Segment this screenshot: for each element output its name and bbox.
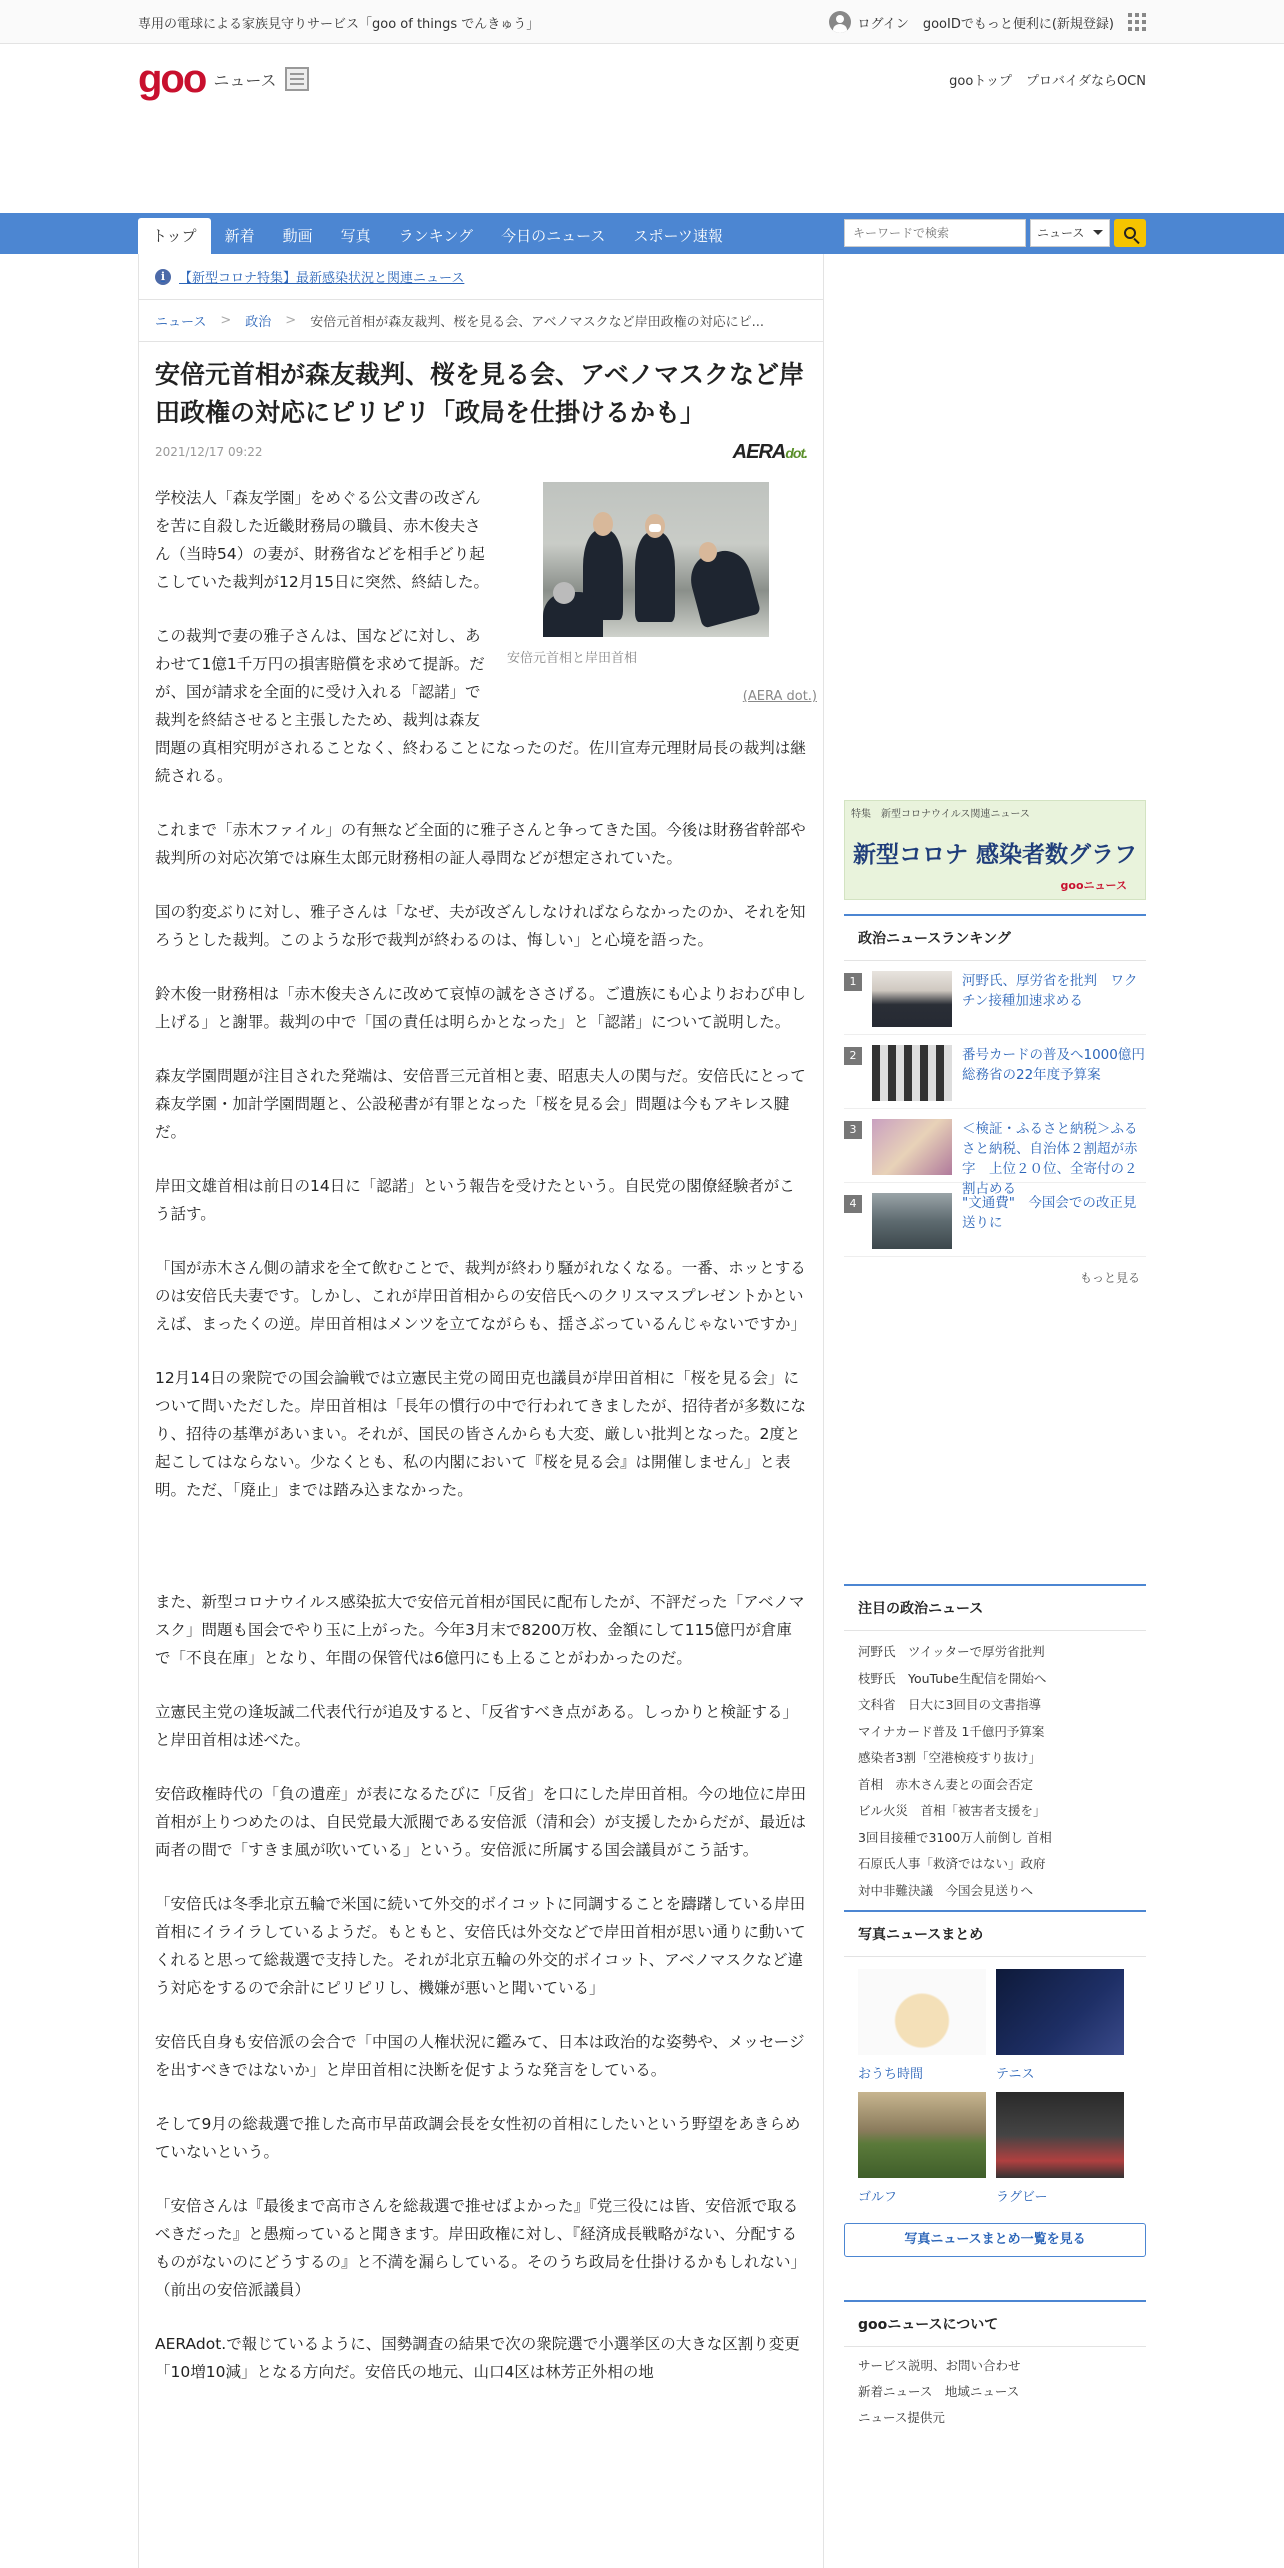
rank-number: 1 bbox=[844, 973, 862, 991]
login-link[interactable]: ログイン bbox=[857, 16, 909, 32]
tab-top[interactable]: トップ bbox=[138, 218, 211, 254]
ranking-link[interactable]: 河野氏、厚労省を批判 ワクチン接種加速求める bbox=[962, 973, 1138, 1009]
about-link[interactable]: サービス説明、お問い合わせ bbox=[858, 2358, 1021, 2373]
photo-item[interactable] bbox=[858, 1969, 986, 2082]
main-column bbox=[138, 254, 824, 2568]
featured-link[interactable]: 対中非難決議 今国会見送りへ bbox=[858, 1882, 1034, 1898]
ranking-title: 政治ニュースランキング bbox=[844, 914, 1146, 961]
about-link[interactable]: ニュース提供元 bbox=[858, 2410, 945, 2425]
article-paragraph: 立憲民主党の逢坂誠二代表代行が追及すると、「反省すべき点がある。しっかりと検証する」と岸田首相は述べた。 bbox=[155, 1703, 798, 1749]
covid-notice[interactable] bbox=[139, 254, 823, 300]
featured-link[interactable]: ビル火災 首相「被害者支援を」 bbox=[858, 1803, 1046, 1818]
featured-link[interactable]: マイナカード普及 1千億円予算案 bbox=[858, 1723, 1045, 1739]
tab-video[interactable]: 動画 bbox=[282, 227, 313, 245]
featured-title: 注目の政治ニュース bbox=[844, 1584, 1146, 1631]
site-logo[interactable] bbox=[138, 57, 309, 102]
photo-item[interactable] bbox=[858, 2092, 986, 2205]
ranking-thumbnail bbox=[872, 971, 952, 1027]
photo-label: おうち時間 bbox=[858, 2067, 924, 2082]
goo-top-link[interactable]: gooトップ bbox=[949, 73, 1012, 89]
covid-graph-banner[interactable] bbox=[844, 800, 1146, 900]
featured-link[interactable]: 河野氏 ツイッターで厚労省批判 bbox=[858, 1644, 1045, 1659]
user-icon bbox=[829, 11, 851, 33]
article-paragraph: 「安倍さんは『最後まで高市さんを総裁選で推せばよかった』『党三役には皆、安倍派で取るべきだった』と愚痴っていると聞きます。岸田政権に対し、『経済成長戦略がない、分配するものがないのにどうするの』と不満を漏らしている。そのうち政局を仕掛けるかもしれない」（前出の安倍派議員） bbox=[155, 2197, 807, 2299]
photo-thumbnail bbox=[858, 2092, 986, 2178]
ranking-link[interactable]: ＜検証・ふるさと納税＞ふるさと納税、自治体２割超が赤字 上位２０位、全寄付の２割占める bbox=[962, 1121, 1138, 1197]
search-icon bbox=[1124, 227, 1136, 239]
article-date: 2021/12/17 09:22 bbox=[155, 445, 263, 459]
info-icon: i bbox=[155, 269, 171, 285]
source-logo[interactable]: AERAdot. bbox=[732, 440, 807, 463]
featured-link[interactable]: 枝野氏 YouTube生配信を開始へ bbox=[858, 1670, 1047, 1686]
featured-politics bbox=[844, 1584, 1146, 1904]
about-title: gooニュースについて bbox=[844, 2300, 1146, 2347]
photos-title: 写真ニュースまとめ bbox=[844, 1910, 1146, 1957]
article-photo[interactable] bbox=[543, 482, 769, 637]
photo-credit[interactable]: (AERA dot.) bbox=[742, 689, 817, 704]
article bbox=[139, 356, 823, 2386]
about-link[interactable]: 新着ニュース 地域ニュース bbox=[858, 2384, 1020, 2399]
article-figure bbox=[507, 482, 817, 711]
tab-sports[interactable]: スポーツ速報 bbox=[633, 227, 723, 245]
article-paragraph: 「安倍氏は冬季北京五輪で米国に続いて外交的ボイコットに同調することを躊躇している岸田首相にイライラしているようだ。もともと、安倍氏は外交などで岸田首相が思い通りに動いてくれると思って総裁選で支持した。それが北京五輪の外交的ボイコット、アベノマスクなど違う対応をするので余計にピリピリし、機嫌が悪いと聞いている」 bbox=[155, 1895, 806, 1997]
banner-logo: gooニュース bbox=[1060, 879, 1127, 892]
article-paragraph: 学校法人「森友学園」をめぐる公文書の改ざんを苦に自殺した近畿財務局の職員、赤木俊夫さん（当時54）の妻が、財務省などを相手どり起こしていた裁判が12月15日に突然、終結した。 bbox=[155, 489, 489, 591]
featured-link[interactable]: 感染者3割「空港検疫すり抜け」 bbox=[858, 1750, 1041, 1765]
politics-ranking bbox=[844, 914, 1159, 1298]
ranking-link[interactable]: "文通費" 今国会での改正見送りに bbox=[962, 1195, 1137, 1231]
chevron-right-icon: > bbox=[220, 313, 232, 328]
ranking-thumbnail bbox=[872, 1119, 952, 1175]
site-header bbox=[0, 44, 1284, 214]
ranking-thumbnail bbox=[872, 1193, 952, 1249]
article-paragraph: 安倍氏自身も安倍派の会合で「中国の人権状況に鑑みて、日本は政治的な姿勢や、メッセージを出すべきではないか」と岸田首相に決断を促すような発言をしている。 bbox=[155, 2033, 805, 2079]
goo-logo: goo bbox=[138, 56, 206, 101]
article-paragraph: 12月14日の衆院での国会論戦では立憲民主党の岡田克也議員が岸田首相に「桜を見る会」について問いただした。岸田首相は「長年の慣行の中で行われてきましたが、招待者が多数になり、招待の基準があいまい。それが、国民の皆さんからも大変、厳しい批判となった。2度と起こしてはならない。少なくとも、私の内閣において『桜を見る会』は開催しません」と表明。ただ、「廃止」までは踏み込まなかった。 bbox=[155, 1369, 807, 1499]
tab-today[interactable]: 今日のニュース bbox=[501, 227, 606, 245]
ranking-item[interactable] bbox=[844, 1035, 1159, 1109]
main-nav bbox=[0, 213, 1284, 254]
article-paragraph: AERAdot.で報じているように、国勢調査の結果で次の衆院選で小選挙区の大きな区割り変更「10増10減」となる方向だ。安倍氏の地元、山口4区は林芳正外相の地 bbox=[155, 2335, 800, 2381]
photo-label: ゴルフ bbox=[858, 2190, 898, 2205]
tab-photo[interactable]: 写真 bbox=[340, 227, 371, 245]
tab-new[interactable]: 新着 bbox=[224, 227, 255, 245]
photo-item[interactable] bbox=[996, 1969, 1124, 2082]
register-link[interactable]: gooIDでもっと便利に(新規登録) bbox=[922, 16, 1114, 32]
article-title: 安倍元首相が森友裁判、桜を見る会、アベノマスクなど岸田政権の対応にピリピリ「政局を仕掛けるかも」 bbox=[155, 360, 805, 427]
featured-link[interactable]: 石原氏人事「救済ではない」政府 bbox=[858, 1856, 1046, 1871]
logo-news-text: ニュース bbox=[213, 70, 277, 90]
photo-thumbnail bbox=[996, 2092, 1124, 2178]
top-utility-bar bbox=[0, 0, 1284, 44]
banner-tag: 特集 新型コロナウイルス関連ニュース bbox=[851, 809, 1030, 820]
featured-link[interactable]: 文科省 日大に3回目の文書指導 bbox=[858, 1697, 1041, 1712]
featured-link[interactable]: 3回目接種で3100万人前倒し 首相 bbox=[858, 1829, 1052, 1845]
rank-number: 4 bbox=[844, 1195, 862, 1213]
rank-number: 2 bbox=[844, 1047, 862, 1065]
ranking-item[interactable] bbox=[844, 1183, 1146, 1257]
article-paragraph: 「国が赤木さん側の請求を全て飲むことで、裁判が終わり騒がれなくなる。一番、ホッとするのは安倍氏夫妻です。しかし、これが岸田首相からの安倍氏へのクリスマスプレゼントかといえば、まったくの逆。岸田首相はメンツを立てながらも、揺さぶっているんじゃないですか」 bbox=[155, 1259, 807, 1333]
breadcrumb-current: 安倍元首相が森友裁判、桜を見る会、アベノマスクなど岸田政権の対応にピ... bbox=[310, 315, 765, 330]
photo-label: ラグビー bbox=[996, 2190, 1048, 2205]
breadcrumb bbox=[139, 300, 823, 342]
photo-news-more-button[interactable]: 写真ニュースまとめ一覧を見る bbox=[844, 2223, 1146, 2257]
newspaper-icon bbox=[285, 67, 309, 91]
article-paragraph: この裁判で妻の雅子さんは、国などに対し、あわせて1億1千万円の損害賠償を求めて提訴。だが、国が請求を全面的に受け入れる「認諾」で裁判を終結させると主張したため、裁判は森友問題の真相究明がされることなく、終わることになったのだ。佐川宣寿元理財局長の裁判は継続される。 bbox=[155, 627, 806, 785]
app-grid-icon[interactable] bbox=[1128, 13, 1146, 31]
article-paragraph: 鈴木俊一財務相は「赤木俊夫さんに改めて哀悼の誠をささげる。ご遺族にも心よりおわび申し上げる」と謝罪。裁判の中で「国の責任は明らかとなった」と「認諾」について説明した。 bbox=[155, 985, 807, 1031]
photo-label: テニス bbox=[996, 2067, 1035, 2082]
about-goo-news bbox=[844, 2300, 1146, 2431]
notice-text: 【新型コロナ特集】最新感染状況と関連ニュース bbox=[179, 271, 465, 286]
article-paragraph: これまで「赤木ファイル」の有無など全面的に雅子さんと争ってきた国。今後は財務省幹部や裁判所の対応次第では麻生太郎元財務相の証人尋問などが想定されていた。 bbox=[155, 821, 806, 867]
photo-thumbnail bbox=[858, 1969, 986, 2055]
banner-title: 新型コロナ 感染者数グラフ bbox=[853, 842, 1138, 868]
article-paragraph: 安倍政権時代の「負の遺産」が表になるたびに「反省」を口にした岸田首相。今の地位に岸田首相が上りつめたのは、自民党最大派閥である安倍派（清和会）が支援したからだが、最近は両者の間で「すきま風が吹いている」という。安倍派に所属する国会議員がこう話す。 bbox=[155, 1785, 807, 1859]
photo-caption: 安倍元首相と岸田首相 bbox=[507, 651, 638, 666]
breadcrumb-news[interactable]: ニュース bbox=[155, 315, 207, 330]
article-paragraph: そして9月の総裁選で推した高市早苗政調会長を女性初の首相にしたいという野望をあきらめていないという。 bbox=[155, 2115, 801, 2161]
ranking-link[interactable]: 番号カードの普及へ1000億円 総務省の22年度予算案 bbox=[962, 1047, 1159, 1083]
article-paragraph: 岸田文雄首相は前日の14日に「認諾」という報告を受けたという。自民党の閣僚経験者がこう話す。 bbox=[155, 1177, 795, 1223]
ocn-link[interactable]: プロバイダならOCN bbox=[1025, 73, 1146, 89]
article-paragraph: 国の豹変ぶりに対し、雅子さんは「なぜ、夫が改ざんしなければならなかったのか、それを知ろうとした裁判。このような形で裁判が終わるのは、悔しい」と心境を語った。 bbox=[155, 903, 806, 949]
ranking-item[interactable] bbox=[844, 961, 1146, 1035]
search-button[interactable] bbox=[1114, 219, 1146, 247]
featured-link[interactable]: 首相 赤木さん妻との面会否定 bbox=[858, 1776, 1034, 1792]
photo-item[interactable] bbox=[996, 2092, 1124, 2205]
breadcrumb-politics[interactable]: 政治 bbox=[245, 315, 272, 330]
promo-link[interactable]: 専用の電球による家族見守りサービス「goo of things でんきゅう」 bbox=[138, 16, 540, 32]
ranking-item[interactable] bbox=[844, 1109, 1146, 1197]
photo-news bbox=[844, 1910, 1146, 2257]
ranking-more-link[interactable]: もっと見る bbox=[1079, 1271, 1140, 1285]
photo-thumbnail bbox=[996, 1969, 1124, 2055]
chevron-right-icon: > bbox=[285, 313, 297, 328]
ranking-thumbnail bbox=[872, 1045, 952, 1101]
search-category-select[interactable]: ニュース bbox=[1030, 219, 1110, 247]
tab-ranking[interactable]: ランキング bbox=[398, 227, 474, 245]
article-paragraph: また、新型コロナウイルス感染拡大で安倍元首相が国民に配布したが、不評だった「アベノマスク」問題も国会でやり玉に上がった。今年3月末で8200万枚、金額にして115億円が倉庫で「不良在庫」となり、年間の保管代は6億円にも上ることがわかったのだ。 bbox=[155, 1593, 805, 1667]
rank-number: 3 bbox=[844, 1121, 862, 1139]
article-paragraph: 森友学園問題が注目された発端は、安倍晋三元首相と妻、昭恵夫人の関与だ。安倍氏にとって森友学園・加計学園問題と、公設秘書が有罪となった「桜を見る会」問題は今もアキレス腱だ。 bbox=[155, 1067, 806, 1141]
search-input[interactable] bbox=[844, 219, 1026, 247]
